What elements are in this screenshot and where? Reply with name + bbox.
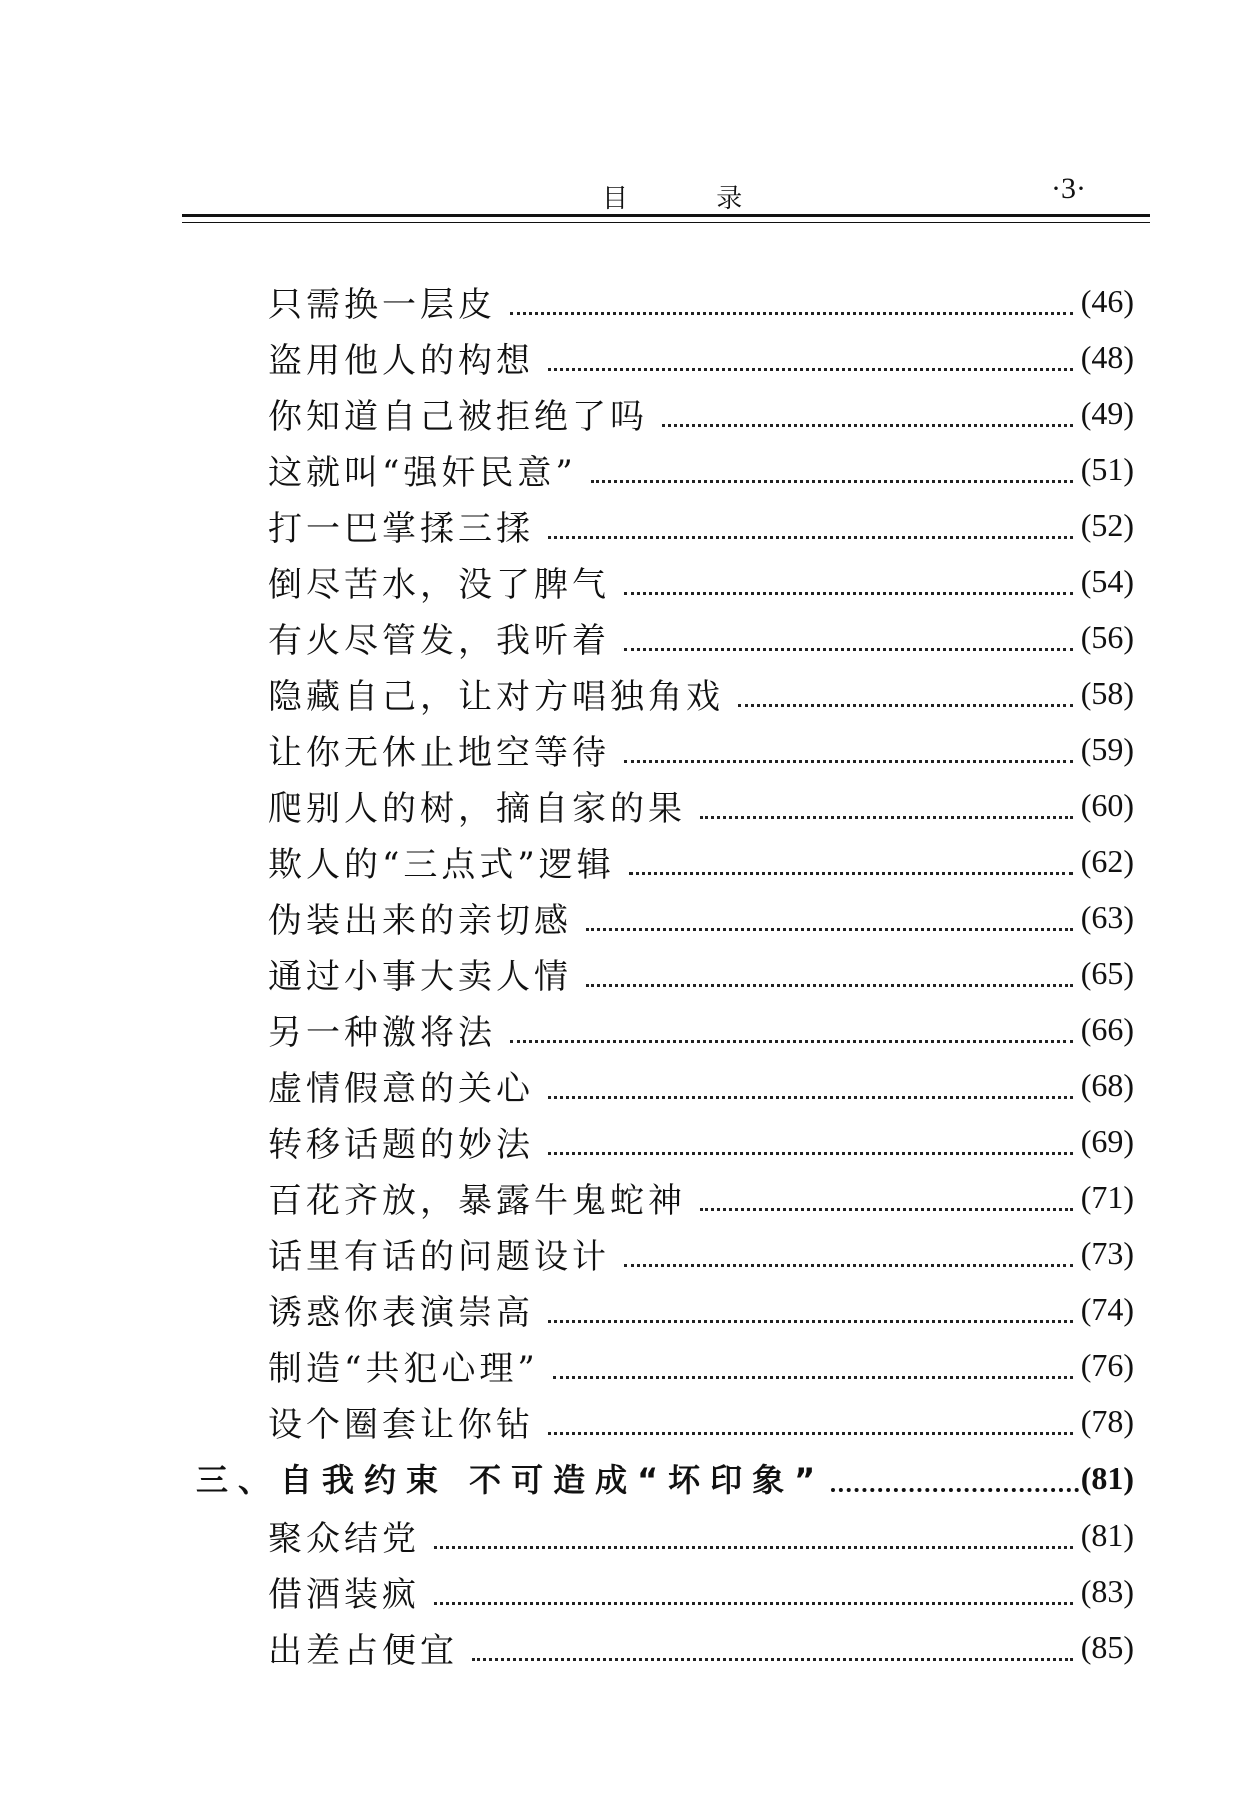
toc-entry: [268, 780, 1134, 830]
toc-entry-page: (81): [1080, 1516, 1134, 1553]
header-rule-thin: [182, 222, 1150, 223]
dot-leader: [591, 480, 1073, 483]
toc-entry-page: (73): [1080, 1234, 1134, 1271]
dot-leader: [548, 368, 1073, 371]
toc-entry-title: 欺人的“三点式”逻辑: [268, 844, 615, 885]
toc-entry: [268, 948, 1134, 998]
toc-entry-page: (54): [1080, 562, 1134, 599]
dot-leader: [700, 816, 1073, 819]
toc-entry-title: 有火尽管发，我听着: [268, 620, 610, 661]
toc-entry: [268, 1284, 1134, 1334]
toc-entry: [268, 332, 1134, 382]
toc-entry: [268, 276, 1134, 326]
toc-entry-page: (83): [1080, 1572, 1134, 1609]
toc-entry-page: (49): [1080, 394, 1134, 431]
toc-entry-title: 这就叫“强奸民意”: [268, 452, 577, 493]
toc-entry-title: 爬别人的树，摘自家的果: [268, 788, 686, 829]
toc-entry-page: (66): [1080, 1010, 1134, 1047]
toc-entry-title: 借酒装疯: [268, 1574, 420, 1615]
toc-entry-title: 百花齐放，暴露牛鬼蛇神: [268, 1180, 686, 1221]
toc-entry-title: 话里有话的问题设计: [268, 1236, 610, 1277]
toc-entry: [268, 1566, 1134, 1616]
dot-leader: [700, 1208, 1073, 1211]
toc-entry: [268, 1228, 1134, 1278]
toc-entry-title: 制造“共犯心理”: [268, 1348, 539, 1389]
dot-leader: [548, 536, 1073, 539]
dot-leader: [738, 704, 1073, 707]
toc-entry: [268, 836, 1134, 886]
toc-entry-title: 虚情假意的关心: [268, 1068, 534, 1109]
toc-entry-title: 让你无休止地空等待: [268, 732, 610, 773]
toc-entry-page: (62): [1080, 842, 1134, 879]
toc-entry-title: 通过小事大卖人情: [268, 956, 572, 997]
toc-entry-page: (52): [1080, 506, 1134, 543]
toc-entry-page: (76): [1080, 1346, 1134, 1383]
toc-entry: [268, 556, 1134, 606]
toc-entry: [268, 388, 1134, 438]
toc-entry: [268, 1116, 1134, 1166]
dot-leader: [548, 1320, 1073, 1323]
dot-leader: [434, 1602, 1073, 1605]
toc-entry-page: (85): [1080, 1628, 1134, 1665]
toc-entry-title: 只需换一层皮: [268, 284, 496, 325]
toc-entry-title: 隐藏自己，让对方唱独角戏: [268, 676, 724, 717]
toc-entry: [268, 1004, 1134, 1054]
toc-entry-page: (65): [1080, 954, 1134, 991]
toc-entry-page: (71): [1080, 1178, 1134, 1215]
toc-entry-page: (58): [1080, 674, 1134, 711]
toc-entry: [268, 500, 1134, 550]
toc-entry: [268, 892, 1134, 942]
dot-leader: [662, 424, 1073, 427]
dot-leader: [586, 928, 1073, 931]
toc-entry-title: 打一巴掌揉三揉: [268, 508, 534, 549]
toc-entry-page: (74): [1080, 1290, 1134, 1327]
dot-leader: [553, 1376, 1073, 1379]
toc-entry: [268, 1510, 1134, 1560]
toc-entry-page: (60): [1080, 786, 1134, 823]
dot-leader: [434, 1546, 1073, 1549]
toc-section-title: 三、自我约束 不可造成“坏印象”: [196, 1461, 826, 1499]
toc-entry: [268, 1172, 1134, 1222]
running-header: [182, 172, 1150, 218]
toc-entry-page: (59): [1080, 730, 1134, 767]
toc-entry-page: (68): [1080, 1066, 1134, 1103]
toc-entry-page: (69): [1080, 1122, 1134, 1159]
dot-leader: [548, 1432, 1073, 1435]
toc-section-heading: [196, 1452, 1134, 1504]
dot-leader: [629, 872, 1073, 875]
toc-entry-title: 盗用他人的构想: [268, 340, 534, 381]
toc-entry: [268, 1340, 1134, 1390]
toc-entry-page: (56): [1080, 618, 1134, 655]
toc-entry: [268, 1396, 1134, 1446]
header-page-number: ·3·: [1051, 172, 1086, 205]
toc-entry-page: (46): [1080, 282, 1134, 319]
dot-leader: [472, 1658, 1073, 1661]
toc-entry-title: 出差占便宜: [268, 1630, 458, 1671]
toc-entry-page: (48): [1080, 338, 1134, 375]
toc-entry-title: 转移话题的妙法: [268, 1124, 534, 1165]
toc-entry: [268, 668, 1134, 718]
toc-entry: [268, 1060, 1134, 1110]
toc-entry-title: 设个圈套让你钻: [268, 1404, 534, 1445]
toc-entry: [268, 444, 1134, 494]
dot-leader: [624, 592, 1073, 595]
toc-entry-title: 你知道自己被拒绝了吗: [268, 396, 648, 437]
dot-leader: [586, 984, 1073, 987]
dot-leader: [831, 1488, 1078, 1492]
toc-entry-title: 另一种激将法: [268, 1012, 496, 1053]
toc-entry: [268, 724, 1134, 774]
dot-leader: [624, 1264, 1073, 1267]
toc-entry: [268, 1622, 1134, 1672]
toc-entry-page: (78): [1080, 1402, 1134, 1439]
dot-leader: [624, 648, 1073, 651]
toc-entry-page: (51): [1080, 450, 1134, 487]
toc-entry-title: 聚众结党: [268, 1518, 420, 1559]
dot-leader: [510, 1040, 1073, 1043]
header-title: 目 录: [602, 184, 783, 214]
toc-entry: [268, 612, 1134, 662]
toc-section-page: (81): [1080, 1459, 1134, 1496]
dot-leader: [624, 760, 1073, 763]
toc-entry-page: (63): [1080, 898, 1134, 935]
dot-leader: [548, 1096, 1073, 1099]
header-rule-thick: [182, 214, 1150, 217]
toc-entry-title: 伪装出来的亲切感: [268, 900, 572, 941]
dot-leader: [548, 1152, 1073, 1155]
dot-leader: [510, 312, 1073, 315]
toc-entry-title: 诱惑你表演崇高: [268, 1292, 534, 1333]
toc-entry-title: 倒尽苦水，没了脾气: [268, 564, 610, 605]
